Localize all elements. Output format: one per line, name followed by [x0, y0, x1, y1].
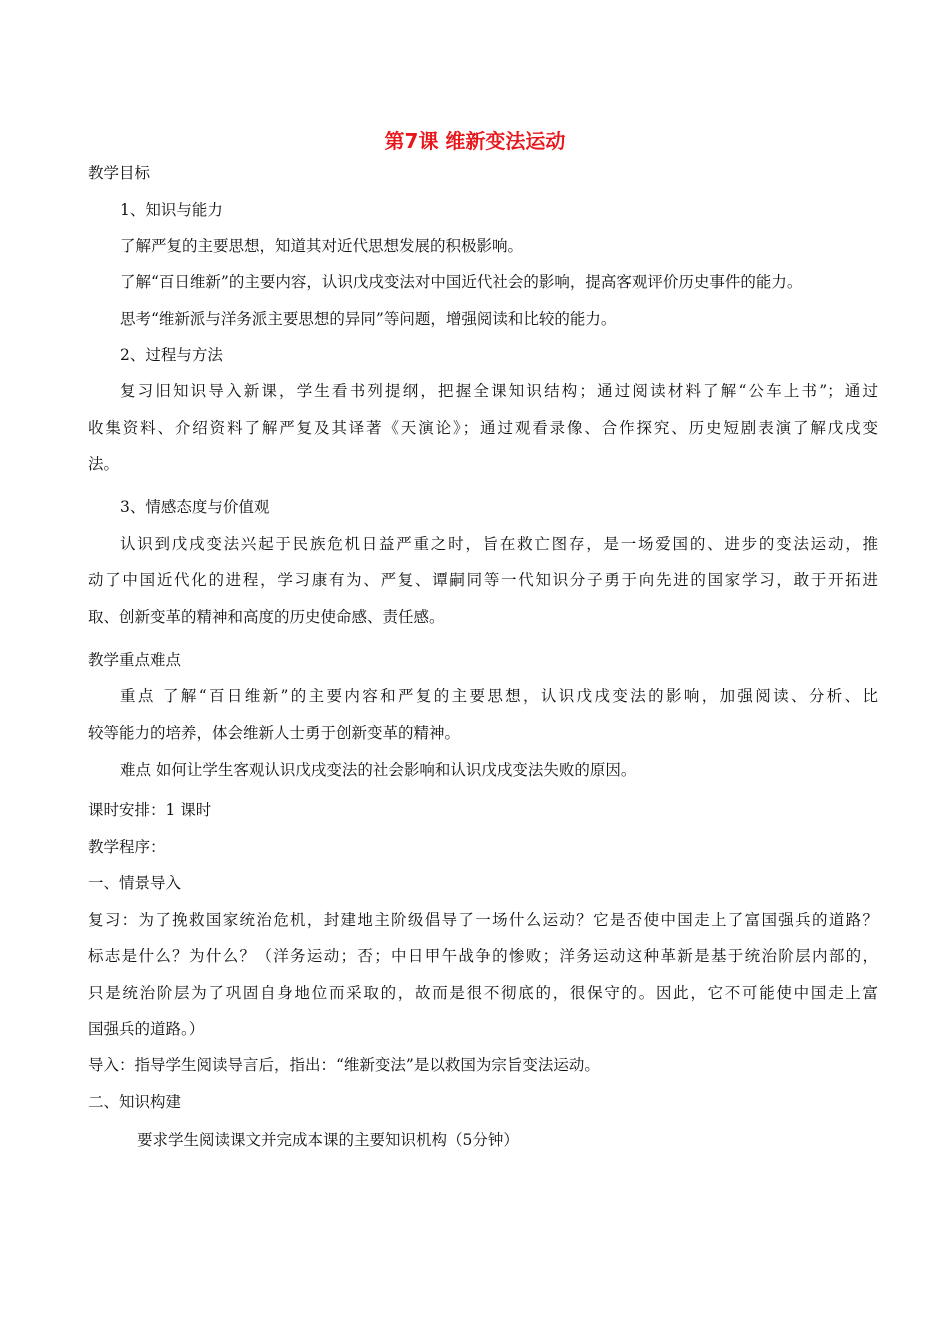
lesson-title: 第7课 维新变法运动: [384, 129, 566, 153]
process-line-1: 复习旧知识导入新课，学生看书列提纲，把握全课知识结构；通过阅读材料了解“公车上书”；通过: [120, 382, 878, 400]
knowledge-p2: 了解“百日维新”的主要内容，认识戊戌变法对中国近代社会的影响，提高客观评价历史事件的能力。: [120, 273, 803, 291]
goals-heading: 教学目标: [88, 164, 151, 182]
key-line-2: 较等能力的培养，体会维新人士勇于创新变革的精神。: [88, 724, 461, 742]
values-line-3: 取、创新变革的精神和高度的历史使命感、责任感。: [88, 608, 445, 626]
intro-line-2: 标志是什么？为什么？（洋务运动；否；中日甲午战争的惨败；洋务运动这种革新是基于统治阶层内部的，: [88, 947, 878, 965]
intro-line-4: 国强兵的道路。）: [88, 1020, 205, 1038]
key-line-1: 重点 了解“百日维新”的主要内容和严复的主要思想，认识戊戌变法的影响，加强阅读、分析、比: [120, 687, 878, 705]
process-heading: 2、过程与方法: [120, 346, 223, 364]
intro-line-1: 复习：为了挽救国家统治危机，封建地主阶级倡导了一场什么运动？它是否使中国走上了富国强兵的道路？: [88, 911, 878, 929]
intro-heading: 一、情景导入: [88, 874, 182, 892]
values-line-1: 认识到戊戌变法兴起于民族危机日益严重之时，旨在救亡图存，是一场爱国的、进步的变法运动，推: [120, 535, 878, 553]
key-heading: 教学重点难点: [88, 651, 182, 669]
difficulty-line: 难点 如何让学生客观认识戊戌变法的社会影响和认识戊戌变法失败的原因。: [120, 761, 637, 779]
schedule: 课时安排：1 课时: [88, 801, 212, 819]
knowledge-p1: 了解严复的主要思想，知道其对近代思想发展的积极影响。: [120, 237, 524, 255]
build-heading: 二、知识构建: [88, 1093, 182, 1111]
process-line-3: 法。: [88, 455, 120, 473]
process-line-2: 收集资料、介绍资料了解严复及其译著《天演论》；通过观看录像、合作探究、历史短剧表演了解戊戌变: [88, 419, 878, 437]
intro-line-5: 导入：指导学生阅读导言后，指出：“维新变法”是以救国为宗旨变法运动。: [88, 1056, 600, 1074]
values-line-2: 动了中国近代化的进程，学习康有为、严复、谭嗣同等一代知识分子勇于向先进的国家学习，敢于开拓进: [88, 571, 878, 589]
build-line-1: 要求学生阅读课文并完成本课的主要知识机构（5分钟）: [137, 1131, 519, 1149]
intro-line-3: 只是统治阶层为了巩固自身地位而采取的，故而是很不彻底的，很保守的。因此，它不可能使中国走上富: [88, 984, 878, 1002]
procedure-heading: 教学程序：: [88, 838, 166, 856]
knowledge-heading: 1、知识与能力: [120, 201, 223, 219]
knowledge-p3: 思考“维新派与洋务派主要思想的异同”等问题，增强阅读和比较的能力。: [120, 310, 617, 328]
values-heading: 3、情感态度与价值观: [120, 498, 270, 516]
